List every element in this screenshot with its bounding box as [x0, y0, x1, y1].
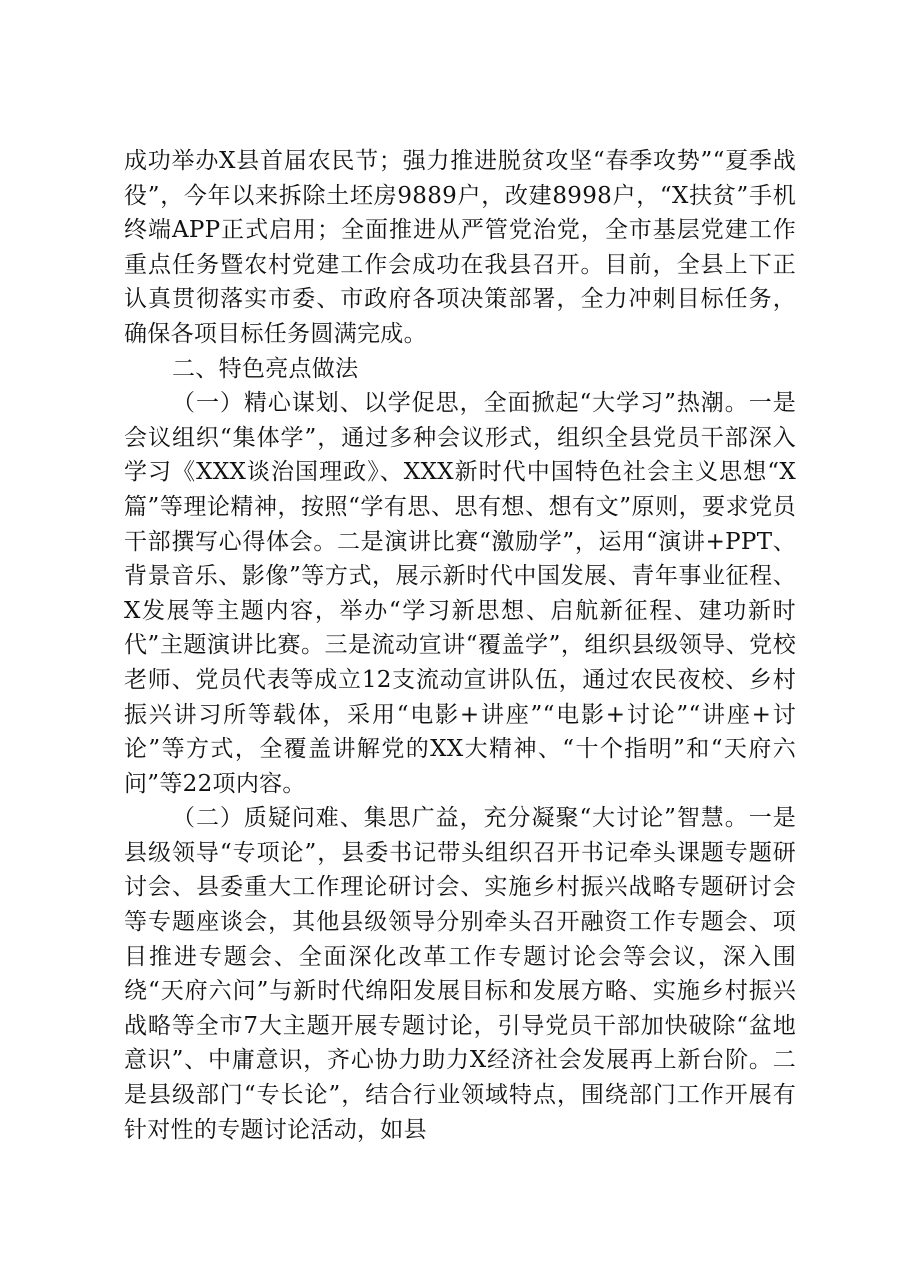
paragraph-study: （一）精心谋划、以学促思，全面掀起“大学习”热潮。一是会议组织“集体学”，通过多种会议形式，组织全县党员干部深入学习《XXX谈治国理政》、XXX新时代中国特色社会主义思想“X篇”等理论精神，按照“学有思、思有想、想有文”原则，要求党员干部撰写心得体会。二是演讲比赛“激励学”，运用“演讲+PPT、背景音乐、影像”等方式，展示新时代中国发展、青年事业征程、X发展等主题内容，举办“学习新思想、启航新征程、建功新时代”主题演讲比赛。三是流动宣讲“覆盖学”，组织县级领导、党校老师、党员代表等成立12支流动宣讲队伍，通过农民夜校、乡村振兴讲习所等载体，采用“电影+讲座”“电影+讨论”“讲座+讨论”等方式，全覆盖讲解党的XX大精神、“十个指明”和“天府六问”等22项内容。: [124, 390, 796, 797]
section-heading: 二、特色亮点做法: [172, 355, 359, 382]
document-body: [124, 144, 796, 1147]
paragraph-discussion: （二）质疑问难、集思广益，充分凝聚“大讨论”智慧。一是县级领导“专项论”，县委书记带头组织召开书记牵头课题专题研讨会、县委重大工作理论研讨会、实施乡村振兴战略专题研讨会等专题座谈会，其他县级领导分别牵头召开融资工作专题会、项目推进专题会、全面深化改革工作专题讨论会等会议，深入围绕“天府六问”与新时代绵阳发展目标和发展方略、实施乡村振兴战略等全市7大主题开展专题讨论，引导党员干部加快破除“盆地意识”、中庸意识，齐心协力助力X经济社会发展再上新台阶。二是县级部门“专长论”，结合行业领域特点，围绕部门工作开展有针对性的专题讨论活动，如县: [124, 805, 796, 1143]
paragraph-intro-continued: 成功举办X县首届农民节；强力推进脱贫攻坚“春季攻势”“夏季战役”，今年以来拆除土坯房9889户，改建8998户，“X扶贫”手机终端APP正式启用；全面推进从严管党治党，全市基层党建工作重点任务暨农村党建工作会成功在我县召开。目前，全县上下正认真贯彻落实市委、市政府各项决策部署，全力冲刺目标任务，确保各项目标任务圆满完成。: [124, 148, 796, 347]
